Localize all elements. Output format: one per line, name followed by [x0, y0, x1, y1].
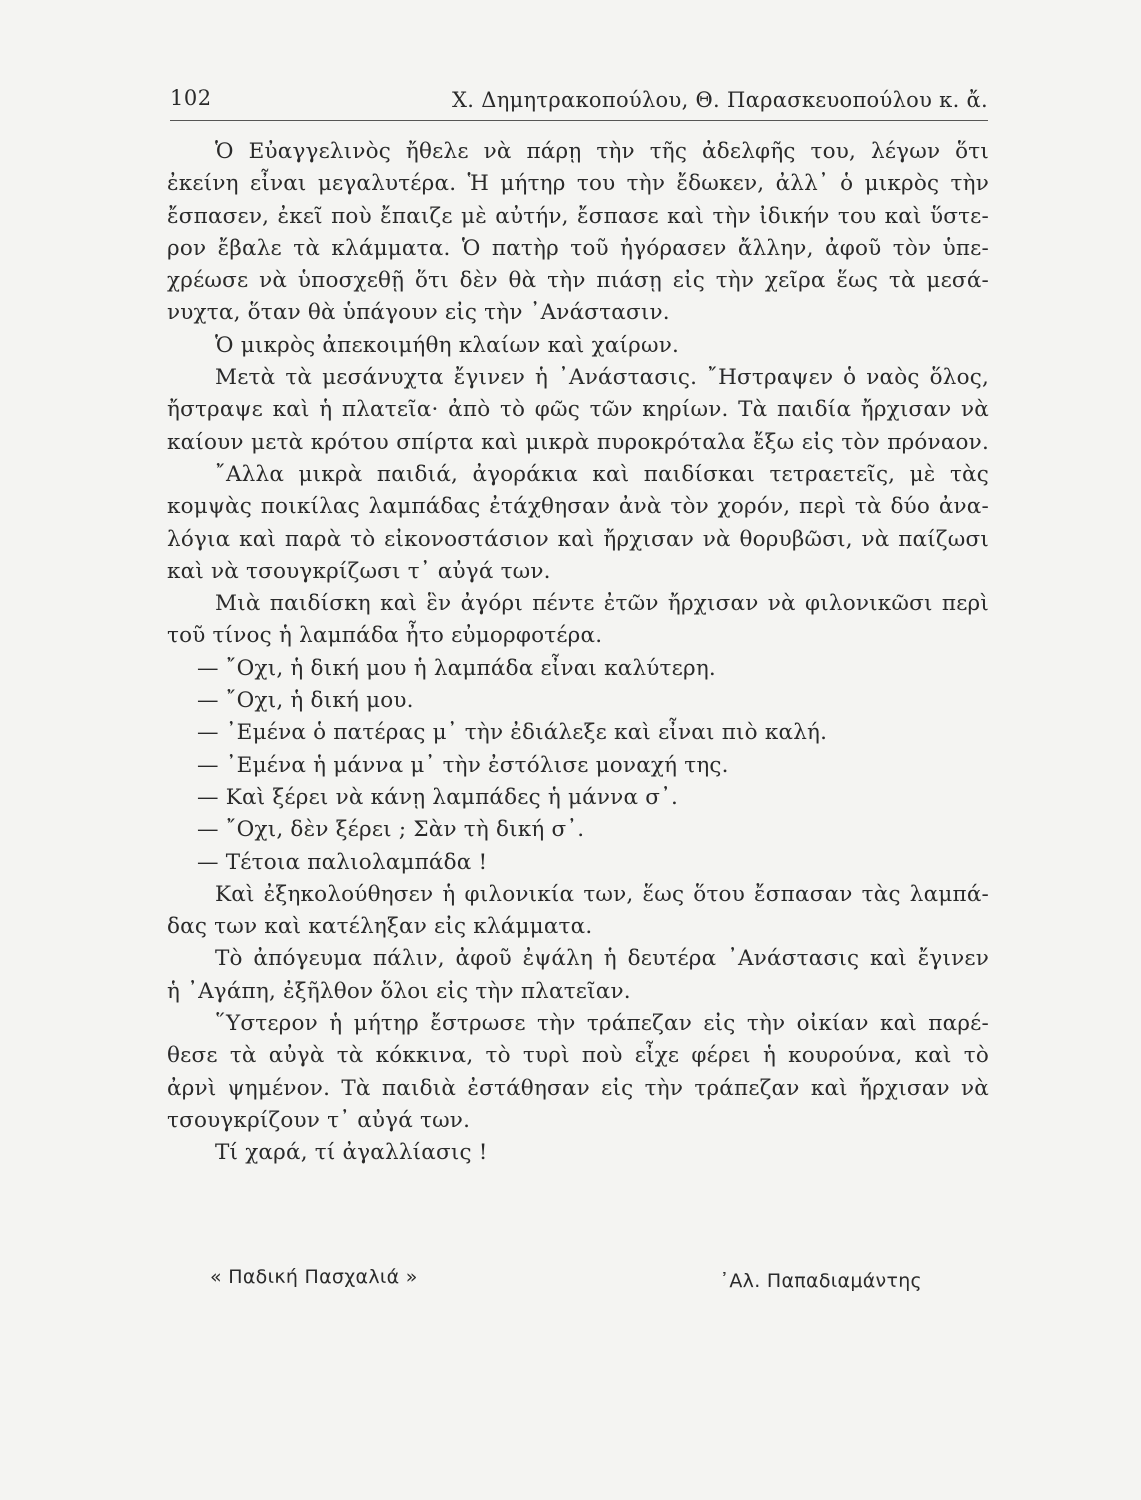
- text-line: χρέωσε νὰ ὑποσχεθῇ ὅτι δὲν θὰ τὴν πιάσῃ εἰς τὴν χεῖρα ἕως τὰ μεσά-: [167, 268, 989, 294]
- dialogue-line: — ᾽Εμένα ὁ πατέρας μ᾽ τὴν ἐδιάλεξε καὶ εἶναι πιὸ καλή.: [197, 720, 828, 746]
- dialogue-line: — ῎Οχι, ἡ δική μου.: [197, 688, 414, 714]
- text-line: νυχτα, ὅταν θὰ ὑπάγουν εἰς τὴν ᾽Ανάστασιν.: [167, 300, 670, 326]
- text-line: Ὁ Εὐαγγελινὸς ἤθελε νὰ πάρῃ τὴν τῆς ἀδελφῆς του, λέγων ὅτι: [215, 139, 989, 164]
- text-line: Μετὰ τὰ μεσάνυχτα ἔγινεν ἡ ᾽Ανάστασις. ῎Ηστραψεν ὁ ναὸς ὅλος,: [215, 365, 989, 391]
- author-name: ᾽Αλ. Παπαδιαμάντης: [719, 1270, 922, 1292]
- text-line: ἀρνὶ ψημένον. Τὰ παιδιὰ ἐστάθησαν εἰς τὴν τράπεζαν καὶ ἤρχισαν νὰ: [167, 1075, 989, 1101]
- text-line: ἤστραψε καὶ ἡ πλατεῖα· ἀπὸ τὸ φῶς τῶν κηρίων. Τὰ παιδία ἤρχισαν νὰ: [167, 397, 989, 423]
- text-line: ἡ ᾽Αγάπη, ἐξῆλθον ὅλοι εἰς τὴν πλατεῖαν.: [167, 978, 631, 1004]
- text-line: λόγια καὶ παρὰ τὸ εἰκονοστάσιον καὶ ἤρχισαν νὰ θορυβῶσι, νὰ παίζωσι: [167, 526, 989, 552]
- running-head: Χ. Δημητρακοπούλου, Θ. Παρασκευοπούλου κ. ἄ.: [452, 88, 988, 112]
- text-line: ρον ἔβαλε τὰ κλάμματα. Ὁ πατὴρ τοῦ ἠγόρασεν ἄλλην, ἀφοῦ τὸν ὑπε-: [167, 235, 989, 261]
- dialogue-line: — ᾽Εμένα ἡ μάννα μ᾽ τὴν ἐστόλισε μοναχή της.: [197, 752, 729, 778]
- dialogue-line: — ῎Οχι, δὲν ξέρει ; Σὰν τὴ δική σ᾽.: [197, 817, 585, 843]
- text-line: θεσε τὰ αὐγὰ τὰ κόκκινα, τὸ τυρὶ ποὺ εἶχε φέρει ἡ κουρούνα, καὶ τὸ: [167, 1043, 989, 1069]
- text-line: Τί χαρά, τί ἀγαλλίασις !: [215, 1140, 488, 1166]
- text-line: ἔσπασεν, ἐκεῖ ποὺ ἔπαιζε μὲ αὐτήν, ἔσπασε καὶ τὴν ἰδικήν του καὶ ὕστε-: [167, 203, 989, 229]
- text-body: [167, 136, 989, 1170]
- page-header: [170, 86, 988, 121]
- text-line: καὶ νὰ τσουγκρίζωσι τ᾽ αὐγά των.: [167, 558, 551, 584]
- dialogue-line: — Τέτοια παλιολαμπάδα !: [197, 849, 488, 875]
- text-line: τσουγκρίζουν τ᾽ αὐγά των.: [167, 1107, 471, 1133]
- page-footer: [210, 1266, 922, 1296]
- text-line: Καὶ ἐξηκολούθησεν ἡ φιλονικία των, ἕως ὅτου ἔσπασαν τὰς λαμπά-: [215, 881, 989, 907]
- text-line: Τὸ ἀπόγευμα πάλιν, ἀφοῦ ἐψάλη ἡ δευτέρα ᾽Ανάστασις καὶ ἔγινεν: [215, 946, 989, 972]
- text-line: ῞Υστερον ἡ μήτηρ ἔστρωσε τὴν τράπεζαν εἰς τὴν οἰκίαν καὶ παρέ-: [215, 1011, 989, 1037]
- page-number: 102: [170, 86, 212, 110]
- text-line: καίουν μετὰ κρότου σπίρτα καὶ μικρὰ πυροκρόταλα ἔξω εἰς τὸν πρόναον.: [167, 429, 989, 455]
- source-title: « Παδική Πασχαλιά »: [210, 1266, 418, 1288]
- text-line: κομψὰς ποικίλας λαμπάδας ἐτάχθησαν ἀνὰ τὸν χορόν, περὶ τὰ δύο ἀνα-: [167, 494, 989, 520]
- dialogue-line: — Καὶ ξέρει νὰ κάνῃ λαμπάδες ἡ μάννα σ᾽.: [197, 784, 679, 810]
- text-line: Μιὰ παιδίσκη καὶ ἓν ἀγόρι πέντε ἐτῶν ἤρχισαν νὰ φιλονικῶσι περὶ: [215, 591, 989, 617]
- dialogue-line: — ῎Οχι, ἡ δική μου ἡ λαμπάδα εἶναι καλύτερη.: [197, 655, 716, 681]
- text-line: Ὁ μικρὸς ἀπεκοιμήθη κλαίων καὶ χαίρων.: [215, 332, 680, 358]
- text-line: ῎Αλλα μικρὰ παιδιά, ἀγοράκια καὶ παιδίσκαι τετραετεῖς, μὲ τὰς: [215, 461, 989, 487]
- text-line: δας των καὶ κατέληξαν εἰς κλάμματα.: [167, 914, 593, 940]
- text-line: ἐκείνη εἶναι μεγαλυτέρα. Ἡ μήτηρ του τὴν ἔδωκεν, ἀλλ᾽ ὁ μικρὸς τὴν: [167, 171, 989, 197]
- text-line: τοῦ τίνος ἡ λαμπάδα ἦτο εὐμορφοτέρα.: [167, 623, 603, 649]
